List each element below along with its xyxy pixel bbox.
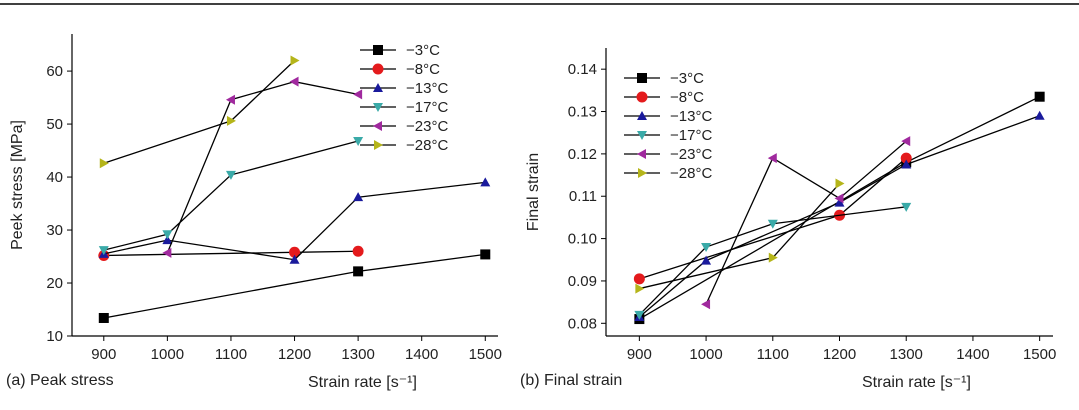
legend-label: −17°C	[670, 127, 713, 144]
legend	[360, 42, 448, 154]
x-tick-label: 1000	[689, 346, 723, 363]
header-rule	[0, 0, 1079, 18]
y-tick-label: 0.11	[568, 188, 597, 206]
data-point	[162, 248, 171, 258]
legend-marker	[373, 64, 384, 75]
y-tick-label: 40	[46, 169, 63, 187]
series-4	[701, 136, 910, 309]
data-point	[768, 153, 777, 163]
chart-final-strain	[518, 18, 1058, 368]
y-tick-label: 0.13	[567, 103, 597, 121]
legend-label: −23°C	[406, 118, 449, 135]
data-point	[290, 77, 299, 87]
x-tick-label: 1400	[956, 346, 990, 363]
data-point	[226, 95, 235, 105]
y-tick-label: 0.12	[567, 145, 597, 163]
legend-label: −8°C	[670, 89, 704, 106]
legend-label: −23°C	[670, 146, 713, 163]
data-point	[768, 220, 778, 229]
y-tick-label: 30	[46, 222, 63, 240]
data-point	[353, 246, 364, 257]
data-point	[635, 284, 644, 294]
series-line	[104, 251, 358, 255]
series-3	[634, 203, 911, 320]
y-tick-label: 60	[46, 63, 63, 81]
legend-marker	[637, 149, 646, 159]
y-tick-label: 0.09	[567, 272, 597, 290]
y-tick-label: 0.10	[567, 230, 597, 248]
x-tick-label: 1500	[468, 346, 502, 363]
series-5	[100, 55, 300, 168]
series-1	[98, 246, 363, 261]
y-tick-label: 50	[46, 116, 63, 134]
legend-marker	[374, 140, 383, 150]
data-point	[634, 273, 645, 284]
data-point	[353, 89, 362, 99]
panel-label-a: (a) Peak stress	[6, 372, 114, 389]
y-tick-label: 0.08	[567, 315, 597, 333]
x-tick-label: 900	[91, 346, 117, 363]
legend-marker	[373, 45, 383, 55]
legend-label: −13°C	[670, 108, 713, 125]
data-point	[99, 313, 109, 323]
legend-label: −3°C	[670, 70, 704, 87]
series-line	[167, 82, 358, 253]
series-line	[706, 141, 906, 304]
data-point	[353, 266, 363, 276]
data-point	[1035, 111, 1045, 120]
y-tick-label: 0.14	[567, 61, 597, 79]
y-axis-label: Final strain	[525, 152, 542, 232]
series-line	[104, 60, 295, 163]
legend-label: −13°C	[406, 80, 449, 97]
y-axis-label: Peek stress [MPa]	[9, 120, 26, 250]
x-axis-label-a: Strain rate [s⁻¹]	[308, 374, 417, 391]
x-tick-label: 1200	[822, 346, 857, 363]
x-tick-label: 1000	[150, 346, 185, 363]
data-point	[291, 55, 300, 65]
series-line	[104, 254, 485, 318]
series-5	[635, 179, 844, 294]
chart-peak-stress	[0, 18, 505, 368]
legend-marker	[373, 121, 382, 131]
legend-label: −17°C	[406, 99, 449, 116]
x-axis-label-b: Strain rate [s⁻¹]	[862, 374, 971, 391]
legend-marker	[637, 73, 647, 83]
x-tick-label: 1400	[405, 346, 439, 363]
data-point	[1035, 92, 1045, 102]
legend-marker	[637, 92, 648, 103]
legend-label: −8°C	[406, 61, 440, 78]
series-3	[99, 137, 363, 255]
data-point	[100, 158, 109, 168]
y-tick-label: 10	[46, 328, 63, 345]
x-tick-label: 1300	[889, 346, 923, 363]
data-point	[480, 249, 490, 259]
data-point	[836, 179, 845, 189]
x-tick-label: 1500	[1022, 346, 1057, 363]
data-point	[701, 299, 710, 309]
data-point	[480, 177, 490, 186]
legend-marker	[638, 168, 647, 178]
panel-label-b: (b) Final strain	[520, 372, 623, 389]
x-tick-label: 1100	[756, 346, 789, 363]
legend-label: −28°C	[406, 137, 449, 154]
legend-label: −3°C	[406, 42, 440, 59]
x-tick-label: 1200	[277, 346, 312, 363]
y-tick-label: 20	[46, 275, 63, 293]
x-tick-label: 1100	[214, 346, 248, 363]
legend-label: −28°C	[670, 165, 713, 182]
legend	[624, 70, 712, 182]
x-tick-label: 1300	[341, 346, 375, 363]
x-tick-label: 900	[626, 346, 652, 363]
